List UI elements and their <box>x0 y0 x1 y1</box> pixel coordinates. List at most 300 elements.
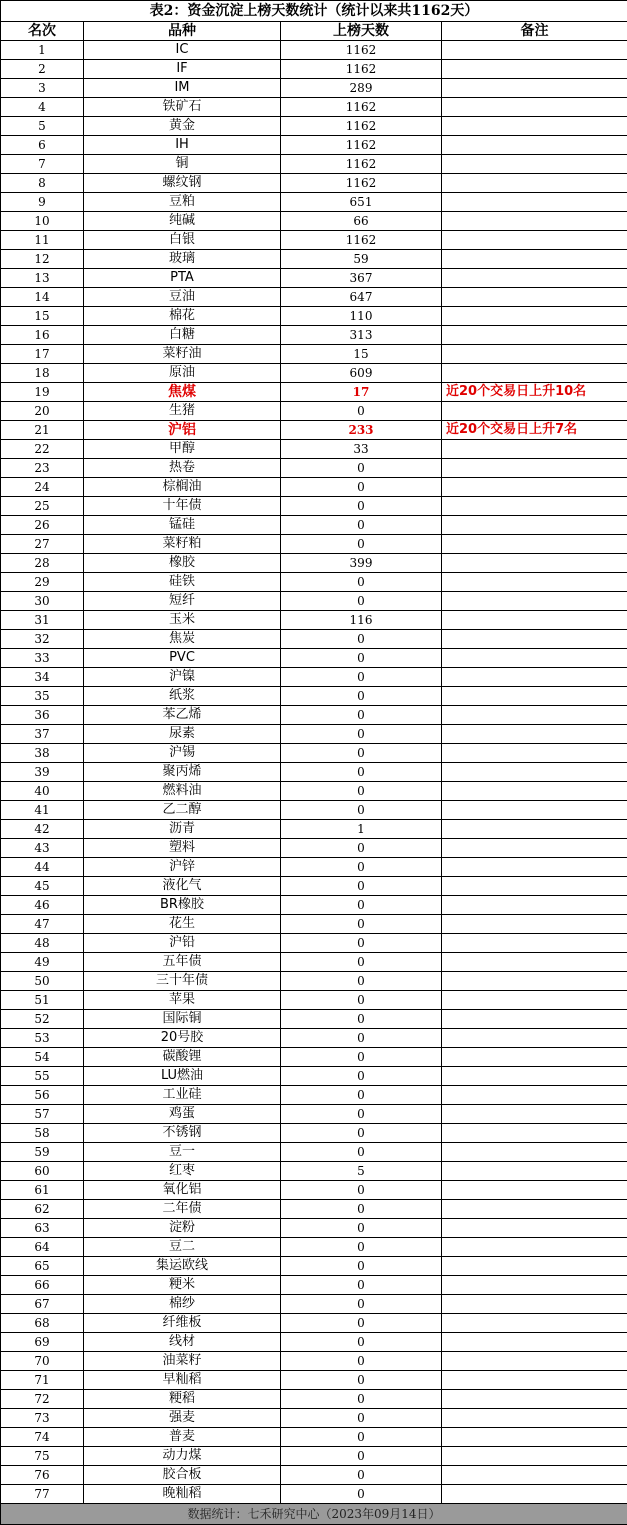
header-days: 上榜天数 <box>281 22 442 41</box>
name-cell: 早籼稻 <box>84 1371 281 1390</box>
rank-cell: 23 <box>1 459 84 478</box>
rank-cell: 33 <box>1 649 84 668</box>
rank-cell: 54 <box>1 1048 84 1067</box>
rank-cell: 74 <box>1 1428 84 1447</box>
rank-cell: 24 <box>1 478 84 497</box>
table-row <box>1 1010 627 1029</box>
note-cell <box>442 60 627 79</box>
name-cell: 螺纹钢 <box>84 174 281 193</box>
table-row <box>1 1257 627 1276</box>
note-cell <box>442 592 627 611</box>
days-cell: 0 <box>281 516 442 535</box>
note-cell <box>442 535 627 554</box>
days-cell: 0 <box>281 744 442 763</box>
rank-cell: 57 <box>1 1105 84 1124</box>
table-row <box>1 1105 627 1124</box>
rank-cell: 69 <box>1 1333 84 1352</box>
rank-cell: 46 <box>1 896 84 915</box>
table-row <box>1 573 627 592</box>
note-cell <box>442 1010 627 1029</box>
rank-cell: 60 <box>1 1162 84 1181</box>
days-cell: 399 <box>281 554 442 573</box>
days-cell: 0 <box>281 953 442 972</box>
name-cell: 豆二 <box>84 1238 281 1257</box>
table-row <box>1 1352 627 1371</box>
table-row <box>1 402 627 421</box>
days-cell: 0 <box>281 1276 442 1295</box>
rank-cell: 2 <box>1 60 84 79</box>
note-cell <box>442 516 627 535</box>
table-row <box>1 459 627 478</box>
name-cell: 焦煤 <box>84 383 281 402</box>
rank-cell: 66 <box>1 1276 84 1295</box>
rank-cell: 47 <box>1 915 84 934</box>
rank-cell: 14 <box>1 288 84 307</box>
note-cell <box>442 1390 627 1409</box>
name-cell: 橡胶 <box>84 554 281 573</box>
days-cell: 0 <box>281 858 442 877</box>
days-cell: 0 <box>281 1466 442 1485</box>
days-cell: 0 <box>281 1409 442 1428</box>
days-cell: 5 <box>281 1162 442 1181</box>
rank-cell: 18 <box>1 364 84 383</box>
footer-row <box>1 1504 627 1525</box>
note-cell <box>442 915 627 934</box>
name-cell: 油菜籽 <box>84 1352 281 1371</box>
rank-cell: 15 <box>1 307 84 326</box>
name-cell: 沪锌 <box>84 858 281 877</box>
note-cell <box>442 1086 627 1105</box>
days-cell: 66 <box>281 212 442 231</box>
days-cell: 0 <box>281 1428 442 1447</box>
rank-cell: 27 <box>1 535 84 554</box>
name-cell: 氧化铝 <box>84 1181 281 1200</box>
days-cell: 33 <box>281 440 442 459</box>
name-cell: 焦炭 <box>84 630 281 649</box>
days-cell: 0 <box>281 1086 442 1105</box>
note-cell <box>442 1181 627 1200</box>
days-cell: 0 <box>281 668 442 687</box>
table-row <box>1 1295 627 1314</box>
table-row <box>1 1276 627 1295</box>
header-rank: 名次 <box>1 22 84 41</box>
name-cell: IH <box>84 136 281 155</box>
note-cell <box>442 611 627 630</box>
rank-cell: 34 <box>1 668 84 687</box>
name-cell: 玻璃 <box>84 250 281 269</box>
days-cell: 0 <box>281 934 442 953</box>
rank-cell: 32 <box>1 630 84 649</box>
rank-cell: 19 <box>1 383 84 402</box>
days-cell: 15 <box>281 345 442 364</box>
name-cell: 铁矿石 <box>84 98 281 117</box>
name-cell: 乙二醇 <box>84 801 281 820</box>
name-cell: 纸浆 <box>84 687 281 706</box>
note-cell <box>442 1276 627 1295</box>
name-cell: 菜籽油 <box>84 345 281 364</box>
name-cell: 普麦 <box>84 1428 281 1447</box>
table-row <box>1 1219 627 1238</box>
name-cell: 沥青 <box>84 820 281 839</box>
days-cell: 0 <box>281 497 442 516</box>
table-row <box>1 1124 627 1143</box>
days-cell: 0 <box>281 1010 442 1029</box>
note-cell <box>442 1314 627 1333</box>
table-row <box>1 1409 627 1428</box>
name-cell: 沪镍 <box>84 668 281 687</box>
table-row <box>1 1200 627 1219</box>
name-cell: PVC <box>84 649 281 668</box>
days-cell: 0 <box>281 1029 442 1048</box>
days-cell: 0 <box>281 706 442 725</box>
rank-cell: 4 <box>1 98 84 117</box>
name-cell: 粳稻 <box>84 1390 281 1409</box>
note-cell <box>442 1124 627 1143</box>
name-cell: 尿素 <box>84 725 281 744</box>
table-row <box>1 307 627 326</box>
note-cell <box>442 554 627 573</box>
name-cell: 白银 <box>84 231 281 250</box>
note-cell <box>442 1485 627 1504</box>
name-cell: 三十年债 <box>84 972 281 991</box>
rank-cell: 11 <box>1 231 84 250</box>
table-row <box>1 915 627 934</box>
name-cell: 豆油 <box>84 288 281 307</box>
days-cell: 0 <box>281 763 442 782</box>
table-row <box>1 364 627 383</box>
table-row <box>1 668 627 687</box>
table-row <box>1 269 627 288</box>
table-row <box>1 1029 627 1048</box>
table-row <box>1 877 627 896</box>
rank-cell: 58 <box>1 1124 84 1143</box>
days-cell: 0 <box>281 896 442 915</box>
rank-cell: 49 <box>1 953 84 972</box>
name-cell: LU燃油 <box>84 1067 281 1086</box>
rank-cell: 55 <box>1 1067 84 1086</box>
name-cell: 纤维板 <box>84 1314 281 1333</box>
header-note: 备注 <box>442 22 627 41</box>
name-cell: 铜 <box>84 155 281 174</box>
table-row <box>1 839 627 858</box>
rank-cell: 9 <box>1 193 84 212</box>
rank-cell: 63 <box>1 1219 84 1238</box>
days-cell: 0 <box>281 1238 442 1257</box>
days-cell: 0 <box>281 535 442 554</box>
days-cell: 0 <box>281 402 442 421</box>
days-cell: 0 <box>281 972 442 991</box>
name-cell: 棉花 <box>84 307 281 326</box>
header-row <box>1 22 627 41</box>
days-cell: 0 <box>281 991 442 1010</box>
rank-cell: 10 <box>1 212 84 231</box>
table-row <box>1 611 627 630</box>
table-row <box>1 1485 627 1504</box>
table-row <box>1 41 627 60</box>
rank-cell: 16 <box>1 326 84 345</box>
rank-cell: 50 <box>1 972 84 991</box>
days-cell: 0 <box>281 1048 442 1067</box>
rank-cell: 73 <box>1 1409 84 1428</box>
days-cell: 0 <box>281 478 442 497</box>
note-cell <box>442 839 627 858</box>
note-cell <box>442 98 627 117</box>
table-row <box>1 630 627 649</box>
table-row <box>1 1428 627 1447</box>
days-cell: 0 <box>281 1067 442 1086</box>
days-cell: 0 <box>281 1143 442 1162</box>
days-cell: 116 <box>281 611 442 630</box>
days-cell: 0 <box>281 1314 442 1333</box>
days-cell: 647 <box>281 288 442 307</box>
days-cell: 0 <box>281 1390 442 1409</box>
note-cell <box>442 725 627 744</box>
note-cell <box>442 858 627 877</box>
name-cell: 线材 <box>84 1333 281 1352</box>
rank-cell: 72 <box>1 1390 84 1409</box>
rank-cell: 53 <box>1 1029 84 1048</box>
rank-cell: 45 <box>1 877 84 896</box>
name-cell: 粳米 <box>84 1276 281 1295</box>
note-cell <box>442 1200 627 1219</box>
rank-cell: 70 <box>1 1352 84 1371</box>
days-cell: 1162 <box>281 117 442 136</box>
rank-cell: 31 <box>1 611 84 630</box>
name-cell: PTA <box>84 269 281 288</box>
note-cell <box>442 459 627 478</box>
name-cell: 苹果 <box>84 991 281 1010</box>
note-cell <box>442 1295 627 1314</box>
days-cell: 110 <box>281 307 442 326</box>
days-cell: 0 <box>281 1352 442 1371</box>
name-cell: 纯碱 <box>84 212 281 231</box>
days-cell: 0 <box>281 915 442 934</box>
days-cell: 0 <box>281 725 442 744</box>
table-row <box>1 98 627 117</box>
name-cell: 棕榈油 <box>84 478 281 497</box>
name-cell: 豆一 <box>84 1143 281 1162</box>
table-row <box>1 763 627 782</box>
rank-cell: 71 <box>1 1371 84 1390</box>
name-cell: 工业硅 <box>84 1086 281 1105</box>
note-cell <box>442 1067 627 1086</box>
name-cell: 玉米 <box>84 611 281 630</box>
days-cell: 0 <box>281 573 442 592</box>
table-row <box>1 896 627 915</box>
name-cell: 短纤 <box>84 592 281 611</box>
note-cell <box>442 877 627 896</box>
table-row <box>1 1067 627 1086</box>
name-cell: 十年债 <box>84 497 281 516</box>
name-cell: 不锈钢 <box>84 1124 281 1143</box>
note-cell <box>442 345 627 364</box>
table-row <box>1 1086 627 1105</box>
table-row <box>1 934 627 953</box>
days-cell: 0 <box>281 1485 442 1504</box>
note-cell <box>442 1371 627 1390</box>
note-cell <box>442 820 627 839</box>
rank-cell: 62 <box>1 1200 84 1219</box>
name-cell: 黄金 <box>84 117 281 136</box>
note-cell <box>442 117 627 136</box>
days-cell: 0 <box>281 459 442 478</box>
rank-cell: 28 <box>1 554 84 573</box>
table-row <box>1 725 627 744</box>
rank-cell: 29 <box>1 573 84 592</box>
note-cell <box>442 440 627 459</box>
name-cell: 强麦 <box>84 1409 281 1428</box>
name-cell: 液化气 <box>84 877 281 896</box>
data-source-footer: 数据统计：七禾研究中心（2023年09月14日） <box>1 1504 627 1525</box>
note-cell <box>442 497 627 516</box>
table-row <box>1 326 627 345</box>
name-cell: 豆粕 <box>84 193 281 212</box>
note-cell <box>442 630 627 649</box>
note-cell <box>442 326 627 345</box>
table-row <box>1 535 627 554</box>
note-cell <box>442 269 627 288</box>
rank-cell: 5 <box>1 117 84 136</box>
name-cell: 国际铜 <box>84 1010 281 1029</box>
rank-cell: 22 <box>1 440 84 459</box>
table-row <box>1 478 627 497</box>
table-row <box>1 440 627 459</box>
table-title: 表2：资金沉淀上榜天数统计（统计以来共1162天） <box>1 1 627 22</box>
name-cell: 晚籼稻 <box>84 1485 281 1504</box>
note-cell <box>442 1257 627 1276</box>
rank-cell: 48 <box>1 934 84 953</box>
table-row <box>1 1371 627 1390</box>
rank-cell: 51 <box>1 991 84 1010</box>
days-cell: 59 <box>281 250 442 269</box>
table-row <box>1 60 627 79</box>
note-cell <box>442 155 627 174</box>
days-cell: 1 <box>281 820 442 839</box>
table-row <box>1 1466 627 1485</box>
name-cell: 硅铁 <box>84 573 281 592</box>
table-row <box>1 1143 627 1162</box>
days-cell: 1162 <box>281 98 442 117</box>
days-cell: 0 <box>281 649 442 668</box>
days-cell: 1162 <box>281 41 442 60</box>
note-cell <box>442 231 627 250</box>
rank-cell: 77 <box>1 1485 84 1504</box>
note-cell <box>442 1219 627 1238</box>
rank-cell: 7 <box>1 155 84 174</box>
table-row <box>1 174 627 193</box>
note-cell <box>442 1409 627 1428</box>
name-cell: 红枣 <box>84 1162 281 1181</box>
note-cell <box>442 1029 627 1048</box>
days-cell: 0 <box>281 630 442 649</box>
rank-cell: 37 <box>1 725 84 744</box>
rank-cell: 75 <box>1 1447 84 1466</box>
note-cell <box>442 250 627 269</box>
rank-cell: 13 <box>1 269 84 288</box>
days-cell: 1162 <box>281 174 442 193</box>
name-cell: 苯乙烯 <box>84 706 281 725</box>
days-cell: 0 <box>281 1447 442 1466</box>
note-cell <box>442 478 627 497</box>
rank-cell: 56 <box>1 1086 84 1105</box>
note-cell <box>442 801 627 820</box>
note-cell <box>442 1162 627 1181</box>
note-cell <box>442 972 627 991</box>
table-row <box>1 1333 627 1352</box>
table-row <box>1 649 627 668</box>
name-cell: 锰硅 <box>84 516 281 535</box>
name-cell: 沪锡 <box>84 744 281 763</box>
rank-cell: 20 <box>1 402 84 421</box>
rank-cell: 39 <box>1 763 84 782</box>
note-cell <box>442 193 627 212</box>
rank-cell: 17 <box>1 345 84 364</box>
name-cell: 热卷 <box>84 459 281 478</box>
table-row <box>1 1314 627 1333</box>
name-cell: IF <box>84 60 281 79</box>
note-cell <box>442 1447 627 1466</box>
note-cell <box>442 687 627 706</box>
note-cell <box>442 573 627 592</box>
table-row <box>1 858 627 877</box>
name-cell: BR橡胶 <box>84 896 281 915</box>
name-cell: IM <box>84 79 281 98</box>
name-cell: 鸡蛋 <box>84 1105 281 1124</box>
name-cell: 燃料油 <box>84 782 281 801</box>
note-cell: 近20个交易日上升7名 <box>442 421 627 440</box>
table-row <box>1 117 627 136</box>
rank-cell: 61 <box>1 1181 84 1200</box>
rank-cell: 25 <box>1 497 84 516</box>
note-cell: 近20个交易日上升10名 <box>442 383 627 402</box>
note-cell <box>442 991 627 1010</box>
table-row <box>1 383 627 402</box>
rank-cell: 44 <box>1 858 84 877</box>
rank-cell: 6 <box>1 136 84 155</box>
note-cell <box>442 1428 627 1447</box>
days-cell: 233 <box>281 421 442 440</box>
name-cell: 甲醇 <box>84 440 281 459</box>
title-row <box>1 1 627 22</box>
days-cell: 0 <box>281 1257 442 1276</box>
days-cell: 0 <box>281 592 442 611</box>
days-cell: 313 <box>281 326 442 345</box>
rank-cell: 35 <box>1 687 84 706</box>
name-cell: 五年债 <box>84 953 281 972</box>
table-row <box>1 212 627 231</box>
name-cell: 动力煤 <box>84 1447 281 1466</box>
table-row <box>1 1162 627 1181</box>
days-cell: 609 <box>281 364 442 383</box>
note-cell <box>442 364 627 383</box>
rank-cell: 36 <box>1 706 84 725</box>
note-cell <box>442 896 627 915</box>
rank-cell: 26 <box>1 516 84 535</box>
table-row <box>1 1048 627 1067</box>
rank-cell: 21 <box>1 421 84 440</box>
table-row <box>1 231 627 250</box>
rank-cell: 1 <box>1 41 84 60</box>
note-cell <box>442 136 627 155</box>
table-row <box>1 250 627 269</box>
name-cell: 菜籽粕 <box>84 535 281 554</box>
rank-cell: 64 <box>1 1238 84 1257</box>
days-cell: 1162 <box>281 136 442 155</box>
note-cell <box>442 953 627 972</box>
days-cell: 0 <box>281 1181 442 1200</box>
days-cell: 0 <box>281 1333 442 1352</box>
table-row <box>1 288 627 307</box>
